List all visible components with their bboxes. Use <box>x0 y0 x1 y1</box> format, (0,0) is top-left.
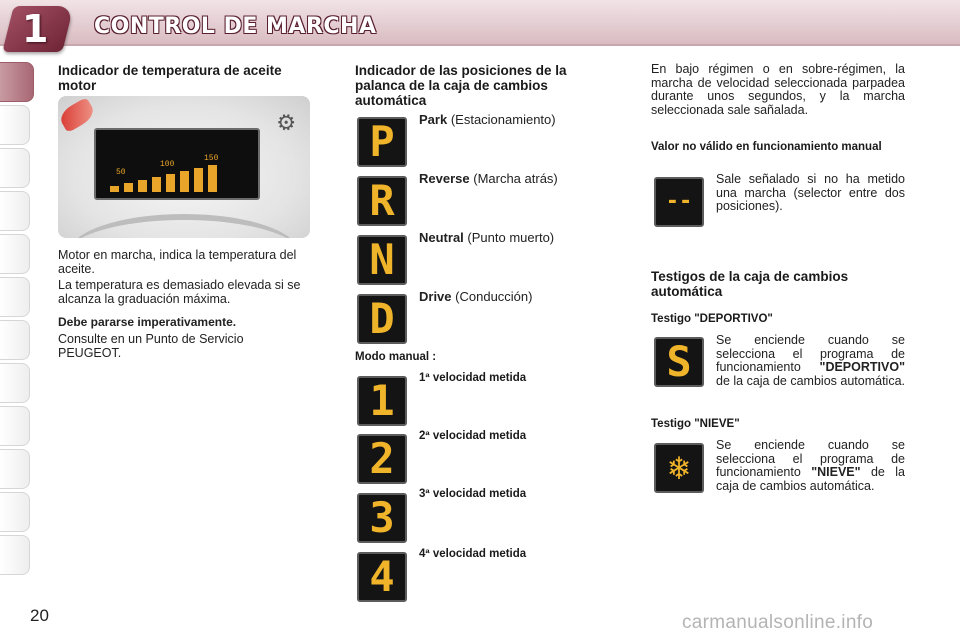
gauge-label-150: 150 <box>204 154 219 163</box>
position-drive <box>419 289 532 304</box>
page-title: CONTROL DE MARCHA <box>94 14 377 39</box>
gauge-segment <box>124 183 133 192</box>
oil-temp-title: Indicador de temperatura de aceite motor <box>58 63 282 93</box>
indicator-p <box>357 117 407 167</box>
sport-text-emphasis: "DEPORTIVO" <box>819 360 905 374</box>
snowflake-icon: ❄ <box>668 448 690 488</box>
gear-4-label: 4ª velocidad metida <box>419 548 527 560</box>
sport-light-text <box>716 334 905 388</box>
glyph-n: N <box>369 235 395 284</box>
snow-light-text <box>716 439 905 493</box>
blink-paragraph: En bajo régimen o en sobre-régimen, la marcha de velocidad seleccionada parpadea durante unos segundos, y la marcha seleccionada sale sañalada. <box>651 62 905 117</box>
indicator-r <box>357 176 407 226</box>
side-tab-10[interactable] <box>0 449 30 489</box>
side-tab-9[interactable] <box>0 406 30 446</box>
snow-text-part-2: de la caja de cambios automática. <box>716 465 905 493</box>
gauge-segment <box>110 186 119 192</box>
gauge-bezel <box>68 214 300 238</box>
gear-2-label: 2ª velocidad metida <box>419 430 527 442</box>
side-tab-1[interactable] <box>0 62 34 102</box>
side-tab-6[interactable] <box>0 277 30 317</box>
gauge-segment <box>138 180 147 192</box>
position-park-desc: (Estacionamiento) <box>450 112 556 127</box>
sport-text-part-1: Se enciende cuando se selecciona el programa de funcionamiento <box>716 333 905 374</box>
indicator-invalid <box>654 177 704 227</box>
side-tab-4[interactable] <box>0 191 30 231</box>
gauge-segment <box>180 171 189 192</box>
glyph-1: 1 <box>369 376 395 425</box>
oil-temp-warning: Debe pararse imperativamente. <box>58 315 237 329</box>
red-needle-zone <box>58 97 97 133</box>
invalid-value-title: Valor no válido en funcionamiento manual <box>651 141 882 153</box>
sport-indicator <box>654 337 704 387</box>
glyph-r: R <box>369 176 395 225</box>
indicator-gear-3 <box>357 493 407 543</box>
side-tab-2[interactable] <box>0 105 30 145</box>
side-tab-5[interactable] <box>0 234 30 274</box>
gauge-label-100: 100 <box>160 160 175 169</box>
gauge-segment <box>166 174 175 192</box>
position-reverse <box>419 171 558 186</box>
sport-light-title: Testigo "DEPORTIVO" <box>651 313 773 325</box>
indicator-gear-1 <box>357 376 407 426</box>
sport-text-part-2: de la caja de cambios automática. <box>716 373 905 388</box>
position-park-name: Park <box>419 112 448 127</box>
snow-light-title: Testigo "NIEVE" <box>651 418 740 430</box>
chapter-number: 1 <box>22 7 49 51</box>
page-number: 20 <box>30 606 49 625</box>
gear-1-label: 1ª velocidad metida <box>419 372 527 384</box>
position-drive-desc: (Conducción) <box>455 289 533 304</box>
indicator-d <box>357 294 407 344</box>
oil-can-icon: ⚙ <box>272 107 300 138</box>
side-tab-7[interactable] <box>0 320 30 360</box>
gauge-segment <box>208 165 217 192</box>
side-tab-8[interactable] <box>0 363 30 403</box>
position-neutral-desc: (Punto muerto) <box>467 230 555 245</box>
invalid-value-text: Sale señalado si no ha metido una marcha (selector entre dos posiciones). <box>716 172 905 213</box>
position-neutral <box>419 230 554 245</box>
snow-indicator <box>654 443 704 493</box>
position-neutral-name: Neutral <box>419 230 464 245</box>
oil-temp-paragraph-2: La temperatura es demasiado elevada si se alcanza la graduación máxima. <box>58 278 301 306</box>
glyph-d: D <box>369 294 395 343</box>
indicator-n <box>357 235 407 285</box>
position-drive-name: Drive <box>419 289 452 304</box>
glyph-4: 4 <box>369 552 395 601</box>
oil-temp-paragraph-1: Motor en marcha, indica la temperatura del aceite. <box>58 248 297 276</box>
gauge-segment <box>152 177 161 192</box>
glyph-3: 3 <box>369 493 395 542</box>
indicator-gear-4 <box>357 552 407 602</box>
oil-temp-paragraph-3: Consulte en un Punto de Servicio PEUGEOT. <box>58 332 244 360</box>
side-tab-strip <box>0 62 34 578</box>
sport-s-icon: S <box>666 337 692 386</box>
glyph-p: P <box>369 117 395 166</box>
side-tab-3[interactable] <box>0 148 30 188</box>
indicator-gear-2 <box>357 434 407 484</box>
glyph-2: 2 <box>369 434 395 483</box>
manual-mode-title: Modo manual : <box>355 351 437 363</box>
oil-temp-gauge-photo <box>58 96 310 238</box>
gear-3-label: 3ª velocidad metida <box>419 488 527 500</box>
side-tab-11[interactable] <box>0 492 30 532</box>
side-tab-12[interactable] <box>0 535 30 575</box>
gearbox-title: Indicador de las posiciones de la palanca de la caja de cambios automática <box>355 63 567 108</box>
position-reverse-name: Reverse <box>419 171 470 186</box>
oil-temp-display <box>94 128 260 200</box>
watermark: carmanualsonline.info <box>682 612 874 633</box>
position-park <box>419 112 556 127</box>
gauge-label-50: 50 <box>116 168 126 177</box>
snow-text-emphasis: "NIEVE" <box>811 465 861 479</box>
gearbox-lights-title: Testigos de la caja de cambios automática <box>651 269 849 299</box>
gauge-segment <box>194 168 203 192</box>
position-reverse-desc: (Marcha atrás) <box>473 171 558 186</box>
snow-text-part-1: Se enciende cuando se selecciona el programa de funcionamiento <box>716 438 905 479</box>
glyph-dashes: -- <box>665 189 693 214</box>
